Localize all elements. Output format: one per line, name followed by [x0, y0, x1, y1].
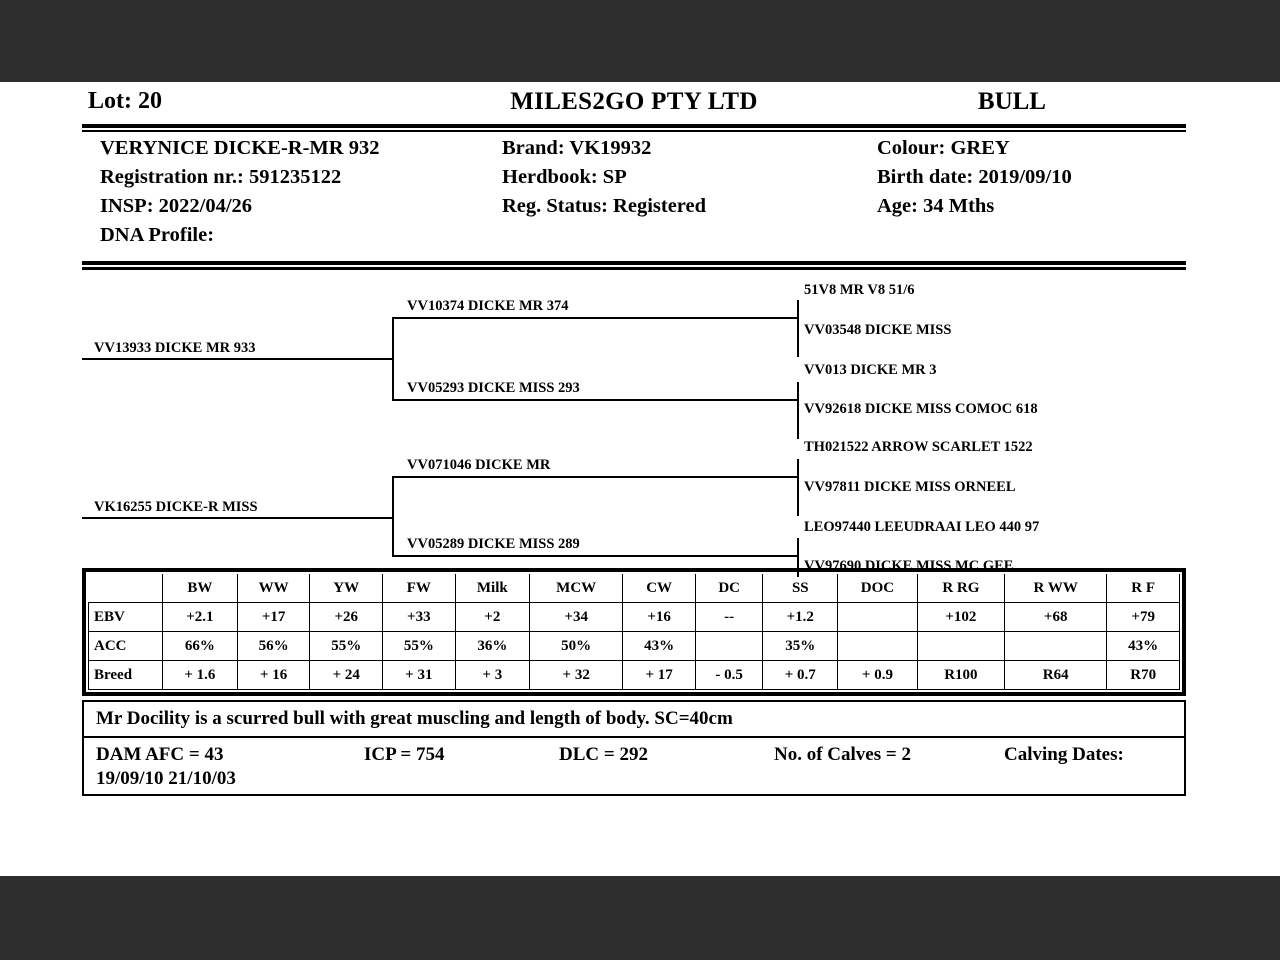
animal-registration: Registration nr.: 591235122 — [100, 166, 342, 188]
ebv-col-dc: DC — [695, 574, 762, 603]
ebv-col-yw: YW — [310, 574, 383, 603]
animal-reg-status: Reg. Status: Registered — [502, 195, 707, 217]
ebv-col-r-rg: R RG — [917, 574, 1004, 603]
ebv-header-row — [89, 574, 1180, 603]
page-title-row — [82, 88, 1186, 120]
pedigree-dam-dam: VV05289 DICKE MISS 289 — [407, 536, 580, 552]
ebv-cell: -- — [695, 603, 762, 632]
ebv-cell: + 17 — [623, 661, 696, 690]
ebv-cell: +102 — [917, 603, 1004, 632]
ebv-cell: + 3 — [455, 661, 529, 690]
pedigree-line-sire-dam — [392, 399, 797, 401]
ebv-cell: + 32 — [530, 661, 623, 690]
ebv-table-container — [82, 568, 1186, 696]
pedigree-sire-sire-dam: VV03548 DICKE MISS — [804, 322, 952, 338]
ebv-cell: R100 — [917, 661, 1004, 690]
info-row-4 — [82, 224, 1186, 253]
ebv-cell — [917, 632, 1004, 661]
top-letterbox-band — [0, 0, 1280, 82]
ebv-cell — [838, 632, 918, 661]
ebv-table — [88, 574, 1180, 690]
ebv-cell: 35% — [763, 632, 838, 661]
pedigree-dam: VK16255 DICKE-R MISS — [94, 499, 258, 515]
no-of-calves: No. of Calves = 2 — [774, 744, 911, 765]
pedigree-vline-g3-f — [797, 476, 799, 516]
icp: ICP = 754 — [364, 744, 445, 765]
info-row-2 — [82, 166, 1186, 195]
ebv-cell: 36% — [455, 632, 529, 661]
animal-info-block — [82, 132, 1186, 257]
ebv-col-mcw: MCW — [530, 574, 623, 603]
ebv-cell: - 0.5 — [695, 661, 762, 690]
info-row-3 — [82, 195, 1186, 224]
ebv-row-label: Breed — [89, 661, 163, 690]
breeding-stats-row — [84, 738, 1184, 794]
ebv-row-acc — [89, 632, 1180, 661]
ebv-col-bw: BW — [163, 574, 238, 603]
ebv-cell — [838, 603, 918, 632]
notes-block — [82, 700, 1186, 796]
pedigree-dam-sire: VV071046 DICKE MR — [407, 457, 551, 473]
ebv-cell — [695, 632, 762, 661]
animal-dna-profile: DNA Profile: — [100, 224, 215, 246]
pedigree-sire: VV13933 DICKE MR 933 — [94, 340, 256, 356]
ebv-row-label: EBV — [89, 603, 163, 632]
pedigree-vline-g3-d — [797, 399, 799, 439]
ebv-row-ebv — [89, 603, 1180, 632]
title-divider — [82, 124, 1186, 132]
info-row-1 — [82, 137, 1186, 166]
dlc: DLC = 292 — [559, 744, 648, 765]
animal-insp: INSP: 2022/04/26 — [100, 195, 253, 217]
dam-afc: DAM AFC = 43 — [96, 744, 224, 765]
pedigree-line-dam — [82, 517, 394, 519]
pedigree-vline-g3-a — [797, 300, 799, 317]
animal-sex: BULL — [977, 88, 1046, 115]
ebv-col-r-ww: R WW — [1005, 574, 1107, 603]
ebv-cell: R70 — [1107, 661, 1180, 690]
animal-colour: Colour: GREY — [877, 137, 1010, 159]
ebv-cell: +17 — [237, 603, 310, 632]
animal-brand: Brand: VK19932 — [502, 137, 652, 159]
pedigree-vline-g2-dam — [392, 476, 394, 555]
ebv-cell: 50% — [530, 632, 623, 661]
animal-age: Age: 34 Mths — [877, 195, 995, 217]
lot-number: Lot: 20 — [88, 88, 162, 114]
pedigree-vline-g3-h — [797, 555, 799, 577]
ebv-cell — [1005, 632, 1107, 661]
info-divider — [82, 261, 1186, 270]
ebv-col-blank — [89, 574, 163, 603]
pedigree-sire-dam: VV05293 DICKE MISS 293 — [407, 380, 580, 396]
ebv-col-cw: CW — [623, 574, 696, 603]
animal-birth-date: Birth date: 2019/09/10 — [877, 166, 1072, 188]
pedigree-dam-dam-dam: VV97690 DICKE MISS MC GEE — [804, 558, 1014, 574]
ebv-cell: R64 — [1005, 661, 1107, 690]
pedigree-sire-dam-sire: VV013 DICKE MR 3 — [804, 362, 937, 378]
pedigree-sire-sire-sire: 51V8 MR V8 51/6 — [804, 282, 915, 298]
ebv-row-breed — [89, 661, 1180, 690]
ebv-cell: + 0.7 — [763, 661, 838, 690]
pedigree-dam-sire-sire: TH021522 ARROW SCARLET 1522 — [804, 439, 1033, 455]
ebv-row-label: ACC — [89, 632, 163, 661]
ebv-cell: +68 — [1005, 603, 1107, 632]
ebv-cell: 43% — [1107, 632, 1180, 661]
ebv-cell: +26 — [310, 603, 383, 632]
ebv-cell: + 0.9 — [838, 661, 918, 690]
pedigree-line-sire-sire — [392, 317, 797, 319]
animal-herdbook: Herdbook: SP — [502, 166, 627, 188]
ebv-cell: 56% — [237, 632, 310, 661]
pedigree-line-sire — [82, 358, 394, 360]
calving-dates-values: 19/09/10 21/10/03 — [96, 768, 236, 789]
ebv-cell: + 24 — [310, 661, 383, 690]
pedigree-sire-sire: VV10374 DICKE MR 374 — [407, 298, 569, 314]
pedigree-dam-dam-sire: LEO97440 LEEUDRAAI LEO 440 97 — [804, 519, 1040, 535]
ebv-col-doc: DOC — [838, 574, 918, 603]
ebv-cell: +2.1 — [163, 603, 238, 632]
ebv-cell: 43% — [623, 632, 696, 661]
ebv-cell: + 1.6 — [163, 661, 238, 690]
ebv-cell: +1.2 — [763, 603, 838, 632]
ebv-col-ss: SS — [763, 574, 838, 603]
company-name: MILES2GO PTY LTD — [510, 88, 758, 115]
pedigree-line-dam-dam — [392, 555, 797, 557]
ebv-cell: +2 — [455, 603, 529, 632]
pedigree-vline-g2-sire — [392, 317, 394, 399]
ebv-col-ww: WW — [237, 574, 310, 603]
ebv-cell: 55% — [383, 632, 456, 661]
pedigree-vline-g3-c — [797, 382, 799, 399]
pedigree-vline-g3-b — [797, 317, 799, 357]
pedigree-chart — [82, 272, 1186, 574]
ebv-col-fw: FW — [383, 574, 456, 603]
pedigree-vline-g3-g — [797, 538, 799, 555]
comment-text: Mr Docility is a scurred bull with great muscling and length of body. SC=40cm — [84, 700, 1184, 738]
ebv-cell: 66% — [163, 632, 238, 661]
ebv-cell: +16 — [623, 603, 696, 632]
catalogue-page — [82, 88, 1186, 796]
pedigree-dam-sire-dam: VV97811 DICKE MISS ORNEEL — [804, 479, 1016, 495]
calving-dates-label: Calving Dates: — [1004, 744, 1124, 765]
ebv-cell: 55% — [310, 632, 383, 661]
pedigree-line-dam-sire — [392, 476, 797, 478]
pedigree-sire-dam-dam: VV92618 DICKE MISS COMOC 618 — [804, 401, 1038, 417]
ebv-cell: +34 — [530, 603, 623, 632]
pedigree-vline-g3-e — [797, 459, 799, 476]
ebv-cell: +33 — [383, 603, 456, 632]
ebv-col-milk: Milk — [455, 574, 529, 603]
bottom-letterbox-band — [0, 876, 1280, 960]
animal-name: VERYNICE DICKE-R-MR 932 — [100, 137, 380, 159]
ebv-cell: + 31 — [383, 661, 456, 690]
ebv-cell: + 16 — [237, 661, 310, 690]
ebv-col-r-f: R F — [1107, 574, 1180, 603]
ebv-cell: +79 — [1107, 603, 1180, 632]
